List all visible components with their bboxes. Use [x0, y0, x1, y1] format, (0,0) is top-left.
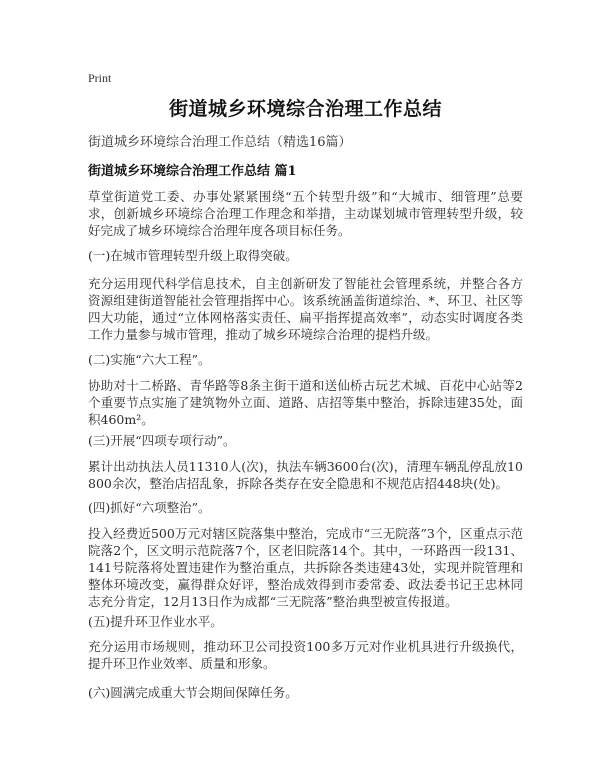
paragraph-item-2: 协助对十二桥路、青华路等8条主街干道和送仙桥古玩艺术城、百花中心站等2个重要节点实施了建筑物外立面、道路、店招等集中整治，拆除违建35处，面积460m²。	[88, 378, 523, 427]
heading-item-4: (四)抓好“六项整治”。	[88, 500, 211, 515]
heading-item-1: (一)在城市管理转型升级上取得突破。	[88, 248, 298, 263]
heading-item-2: (二)实施“六大工程”。	[88, 352, 211, 367]
print-label[interactable]: Print	[88, 71, 112, 85]
heading-item-3: (三)开展“四项专项行动”。	[88, 433, 236, 448]
page-title: 街道城乡环境综合治理工作总结	[168, 98, 442, 120]
paragraph-item-4: 投入经费近500万元对辖区院落集中整治，完成市“三无院落”3个，区重点示范院落2个，区文明示范院落7个，区老旧院落14个。其中，一环路西一段131、141号院落将处置违建作为整治重点，共拆除各类违建43处，实现并院管理和整体环境改变，赢得群众好评，整治成效得到市委常委、政法委书记王忠林同志充分肯定，12月13日作为成都“三无院落”整治典型被宣传报道。	[88, 526, 523, 609]
paragraph-item-1: 充分运用现代科学信息技术，自主创新研发了智能社会管理系统，并整合各方资源组建街道智能社会管理指挥中心。该系统涵盖街道综治、*、环卫、社区等四大功能，通过“立体网格落实责任、扁平指挥提高效率”，动态实时调度各类工作力量参与城市管理，推动了城乡环境综合治理的提档升级。	[88, 276, 523, 342]
heading-item-5: (五)提升环卫作业水平。	[88, 614, 223, 629]
paragraph-item-5: 充分运用市场规则，推动环卫公司投资100多万元对作业机具进行升级换代，提升环卫作业效率、质量和形象。	[88, 639, 523, 671]
document-subtitle: 街道城乡环境综合治理工作总结（精选16篇）	[88, 135, 352, 150]
paragraph-intro: 草堂街道党工委、办事处紧紧围绕“五个转型升级”和“大城市、细管理”总要求，创新城乡环境综合治理工作理念和举措，主动谋划城市管理转型升级，较好完成了城乡环境综合治理年度各项目标任务。	[88, 189, 523, 238]
heading-item-6: (六)圆满完成重大节会期间保障任务。	[88, 685, 298, 700]
section-title: 街道城乡环境综合治理工作总结 篇1	[88, 164, 297, 179]
paragraph-item-3: 累计出动执法人员11310人(次)，执法车辆3600台(次)，清理车辆乱停乱放10800余次，整治店招乱象，拆除各类存在安全隐患和不规范店招448块(处)。	[88, 459, 523, 491]
